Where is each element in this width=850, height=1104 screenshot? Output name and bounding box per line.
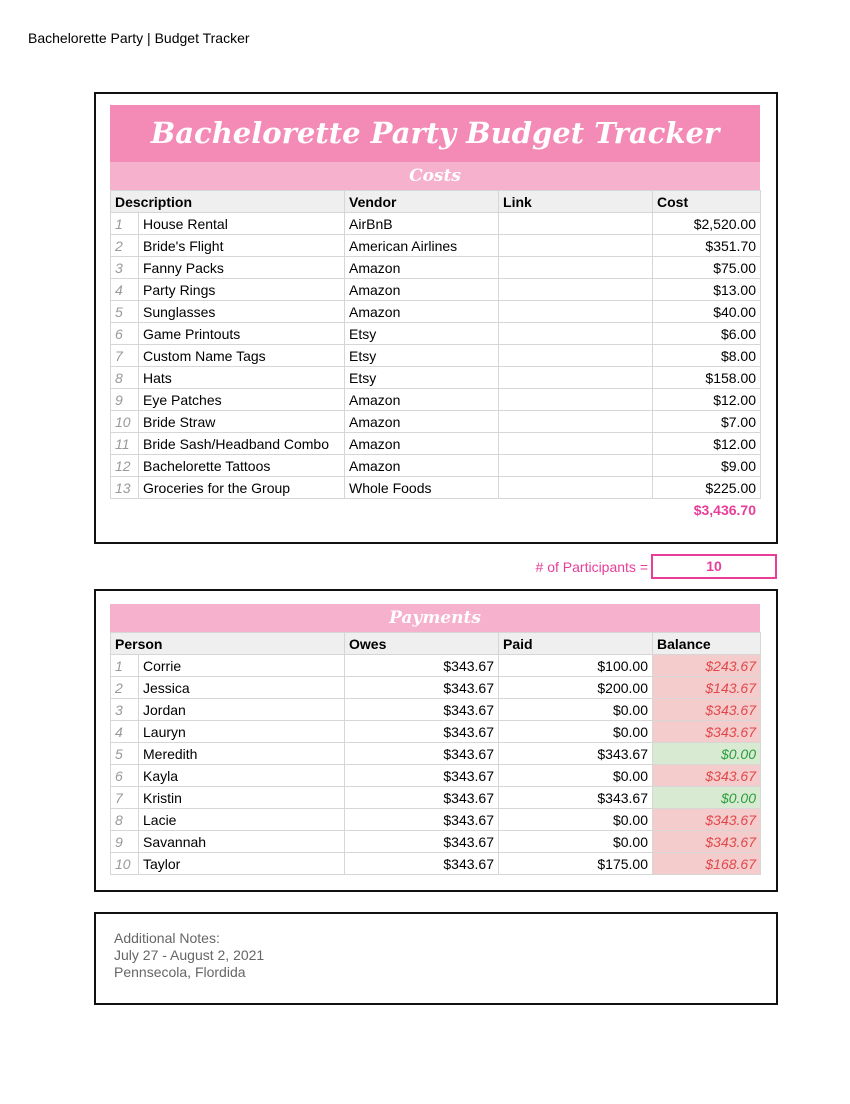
payments-table: [110, 632, 761, 875]
owes-cell[interactable]: $343.67: [345, 787, 499, 809]
notes-label: Additional Notes:: [114, 930, 220, 946]
paid-cell[interactable]: $0.00: [499, 809, 653, 831]
cost-row: [111, 411, 761, 433]
owes-cell[interactable]: $343.67: [345, 721, 499, 743]
vendor-cell[interactable]: Etsy: [345, 345, 499, 367]
payment-row: [111, 677, 761, 699]
link-cell[interactable]: [499, 389, 653, 411]
person-cell[interactable]: Lacie: [139, 809, 345, 831]
row-number: 4: [111, 721, 139, 743]
cost-row: [111, 389, 761, 411]
row-number: 3: [111, 257, 139, 279]
payment-row: [111, 721, 761, 743]
additional-notes: [114, 930, 264, 981]
owes-cell[interactable]: $343.67: [345, 655, 499, 677]
balance-cell[interactable]: $343.67: [653, 809, 761, 831]
costs-header-row: [111, 191, 761, 213]
costs-section-title: Costs: [110, 162, 760, 190]
balance-cell[interactable]: $143.67: [653, 677, 761, 699]
link-cell[interactable]: [499, 345, 653, 367]
cost-row: [111, 433, 761, 455]
row-number: 5: [111, 301, 139, 323]
column-header-person[interactable]: Person: [111, 633, 345, 655]
participants-label: # of Participants =: [535, 559, 648, 575]
person-cell[interactable]: Savannah: [139, 831, 345, 853]
paid-cell[interactable]: $200.00: [499, 677, 653, 699]
row-number: 2: [111, 677, 139, 699]
person-cell[interactable]: Jessica: [139, 677, 345, 699]
payment-row: [111, 853, 761, 875]
participants-count-field[interactable]: 10: [651, 554, 777, 579]
link-cell[interactable]: [499, 323, 653, 345]
cost-row: [111, 257, 761, 279]
vendor-cell[interactable]: Whole Foods: [345, 477, 499, 499]
column-header-balance[interactable]: Balance: [653, 633, 761, 655]
cost-cell[interactable]: $75.00: [653, 257, 761, 279]
paid-cell[interactable]: $0.00: [499, 765, 653, 787]
vendor-cell[interactable]: Etsy: [345, 367, 499, 389]
column-header-vendor[interactable]: Vendor: [345, 191, 499, 213]
description-cell[interactable]: Groceries for the Group: [139, 477, 345, 499]
person-cell[interactable]: Jordan: [139, 699, 345, 721]
row-number: 1: [111, 655, 139, 677]
vendor-cell[interactable]: Amazon: [345, 279, 499, 301]
cost-cell[interactable]: $351.70: [653, 235, 761, 257]
row-number: 12: [111, 455, 139, 477]
row-number: 1: [111, 213, 139, 235]
description-cell[interactable]: Fanny Packs: [139, 257, 345, 279]
row-number: 10: [111, 853, 139, 875]
balance-cell[interactable]: $0.00: [653, 743, 761, 765]
link-cell[interactable]: [499, 279, 653, 301]
document-header: Bachelorette Party | Budget Tracker: [28, 30, 250, 46]
cost-row: [111, 455, 761, 477]
link-cell[interactable]: [499, 455, 653, 477]
balance-cell[interactable]: $343.67: [653, 721, 761, 743]
owes-cell[interactable]: $343.67: [345, 809, 499, 831]
cost-cell[interactable]: $6.00: [653, 323, 761, 345]
owes-cell[interactable]: $343.67: [345, 699, 499, 721]
owes-cell[interactable]: $343.67: [345, 853, 499, 875]
column-header-owes[interactable]: Owes: [345, 633, 499, 655]
costs-table: [110, 190, 761, 499]
row-number: 13: [111, 477, 139, 499]
description-cell[interactable]: House Rental: [139, 213, 345, 235]
cost-cell[interactable]: $2,520.00: [653, 213, 761, 235]
notes-location: Pennsecola, Flordida: [114, 964, 246, 980]
balance-cell[interactable]: $0.00: [653, 787, 761, 809]
cost-row: [111, 213, 761, 235]
payments-header-row: [111, 633, 761, 655]
paid-cell[interactable]: $0.00: [499, 831, 653, 853]
row-number: 2: [111, 235, 139, 257]
cost-row: [111, 235, 761, 257]
payment-row: [111, 699, 761, 721]
column-header-description[interactable]: Description: [111, 191, 345, 213]
cost-cell[interactable]: $225.00: [653, 477, 761, 499]
paid-cell[interactable]: $343.67: [499, 787, 653, 809]
owes-cell[interactable]: $343.67: [345, 677, 499, 699]
vendor-cell[interactable]: Amazon: [345, 433, 499, 455]
cost-row: [111, 301, 761, 323]
row-number: 3: [111, 699, 139, 721]
link-cell[interactable]: [499, 367, 653, 389]
description-cell[interactable]: Sunglasses: [139, 301, 345, 323]
paid-cell[interactable]: $175.00: [499, 853, 653, 875]
description-cell[interactable]: Eye Patches: [139, 389, 345, 411]
description-cell[interactable]: Bachelorette Tattoos: [139, 455, 345, 477]
owes-cell[interactable]: $343.67: [345, 765, 499, 787]
person-cell[interactable]: Taylor: [139, 853, 345, 875]
vendor-cell[interactable]: AirBnB: [345, 213, 499, 235]
row-number: 9: [111, 831, 139, 853]
person-cell[interactable]: Kristin: [139, 787, 345, 809]
description-cell[interactable]: Game Printouts: [139, 323, 345, 345]
row-number: 5: [111, 743, 139, 765]
tracker-title-banner: Bachelorette Party Budget Tracker: [110, 105, 760, 162]
link-cell[interactable]: [499, 411, 653, 433]
cost-row: [111, 345, 761, 367]
description-cell[interactable]: Party Rings: [139, 279, 345, 301]
row-number: 7: [111, 787, 139, 809]
cost-cell[interactable]: $13.00: [653, 279, 761, 301]
paid-cell[interactable]: $0.00: [499, 721, 653, 743]
payments-section-title: Payments: [110, 604, 760, 632]
vendor-cell[interactable]: American Airlines: [345, 235, 499, 257]
row-number: 6: [111, 323, 139, 345]
cost-row: [111, 367, 761, 389]
vendor-cell[interactable]: Amazon: [345, 411, 499, 433]
link-cell[interactable]: [499, 235, 653, 257]
payment-row: [111, 655, 761, 677]
row-number: 10: [111, 411, 139, 433]
description-cell[interactable]: Hats: [139, 367, 345, 389]
cost-row: [111, 323, 761, 345]
paid-cell[interactable]: $343.67: [499, 743, 653, 765]
description-cell[interactable]: Bride Sash/Headband Combo: [139, 433, 345, 455]
balance-cell[interactable]: $343.67: [653, 765, 761, 787]
cost-cell[interactable]: $12.00: [653, 433, 761, 455]
cost-cell[interactable]: $8.00: [653, 345, 761, 367]
column-header-cost[interactable]: Cost: [653, 191, 761, 213]
description-cell[interactable]: Bride Straw: [139, 411, 345, 433]
vendor-cell[interactable]: Amazon: [345, 257, 499, 279]
balance-cell[interactable]: $243.67: [653, 655, 761, 677]
row-number: 8: [111, 367, 139, 389]
person-cell[interactable]: Lauryn: [139, 721, 345, 743]
link-cell[interactable]: [499, 301, 653, 323]
payment-row: [111, 787, 761, 809]
vendor-cell[interactable]: Amazon: [345, 301, 499, 323]
costs-total: $3,436.70: [693, 502, 756, 518]
link-cell[interactable]: [499, 477, 653, 499]
person-cell[interactable]: Corrie: [139, 655, 345, 677]
cost-cell[interactable]: $7.00: [653, 411, 761, 433]
person-cell[interactable]: Meredith: [139, 743, 345, 765]
column-header-paid[interactable]: Paid: [499, 633, 653, 655]
description-cell[interactable]: Custom Name Tags: [139, 345, 345, 367]
cost-cell[interactable]: $158.00: [653, 367, 761, 389]
owes-cell[interactable]: $343.67: [345, 743, 499, 765]
paid-cell[interactable]: $0.00: [499, 699, 653, 721]
cost-row: [111, 477, 761, 499]
vendor-cell[interactable]: Amazon: [345, 455, 499, 477]
balance-cell[interactable]: $343.67: [653, 699, 761, 721]
cost-row: [111, 279, 761, 301]
link-cell[interactable]: [499, 433, 653, 455]
balance-cell[interactable]: $168.67: [653, 853, 761, 875]
payment-row: [111, 765, 761, 787]
person-cell[interactable]: Kayla: [139, 765, 345, 787]
column-header-link[interactable]: Link: [499, 191, 653, 213]
description-cell[interactable]: Bride's Flight: [139, 235, 345, 257]
row-number: 8: [111, 809, 139, 831]
cost-cell[interactable]: $12.00: [653, 389, 761, 411]
link-cell[interactable]: [499, 213, 653, 235]
paid-cell[interactable]: $100.00: [499, 655, 653, 677]
payment-row: [111, 743, 761, 765]
cost-cell[interactable]: $9.00: [653, 455, 761, 477]
row-number: 9: [111, 389, 139, 411]
cost-cell[interactable]: $40.00: [653, 301, 761, 323]
payment-row: [111, 809, 761, 831]
notes-dates: July 27 - August 2, 2021: [114, 947, 265, 963]
row-number: 6: [111, 765, 139, 787]
row-number: 7: [111, 345, 139, 367]
link-cell[interactable]: [499, 257, 653, 279]
vendor-cell[interactable]: Amazon: [345, 389, 499, 411]
row-number: 11: [111, 433, 139, 455]
owes-cell[interactable]: $343.67: [345, 831, 499, 853]
balance-cell[interactable]: $343.67: [653, 831, 761, 853]
payment-row: [111, 831, 761, 853]
row-number: 4: [111, 279, 139, 301]
vendor-cell[interactable]: Etsy: [345, 323, 499, 345]
